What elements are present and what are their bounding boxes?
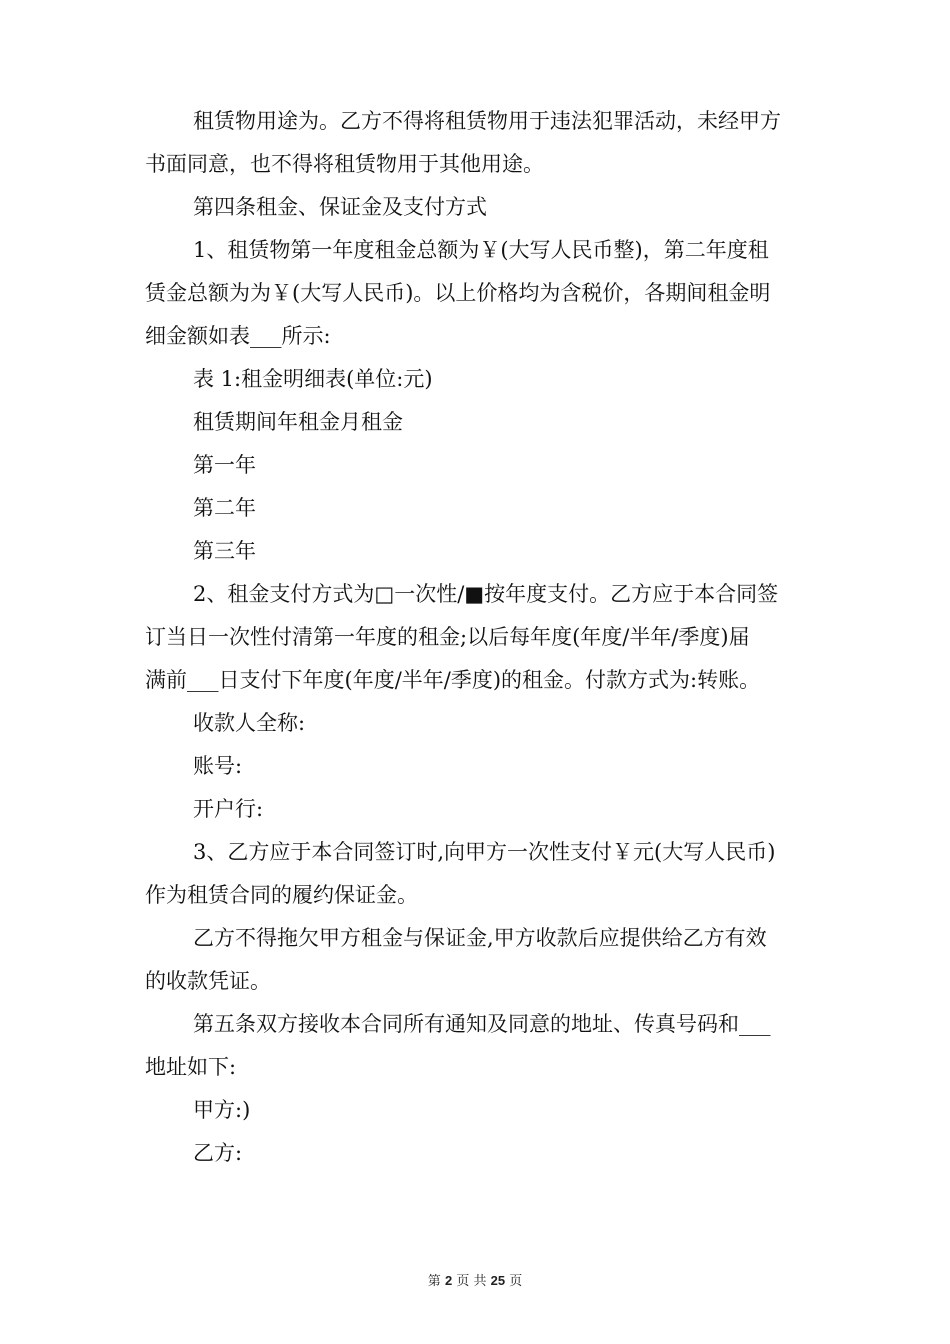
document-line: 租赁期间年租金月租金 — [193, 410, 403, 434]
document-line: 第二年 — [193, 496, 256, 520]
footer-current-page: 2 — [444, 1273, 453, 1288]
document-line: 2、租金支付方式为□一次性/■按年度支付。乙方应于本合同签 — [193, 582, 779, 606]
document-line: 满前___日支付下年度(年度/半年/季度)的租金。付款方式为:转账。 — [145, 668, 761, 692]
document-line: 赁金总额为为￥(大写人民币)。以上价格均为含税价，各期间租金明 — [145, 281, 771, 305]
document-line: 第三年 — [193, 539, 256, 563]
document-line: 地址如下: — [145, 1055, 237, 1079]
document-line: 甲方:) — [193, 1098, 251, 1122]
document-line: 乙方: — [193, 1141, 243, 1165]
document-body — [145, 100, 807, 1175]
footer-middle: 页 共 — [456, 1274, 487, 1289]
document-line: 3、乙方应于本合同签订时,向甲方一次性支付￥元(大写人民币) — [193, 840, 776, 864]
document-line: 开户行: — [193, 797, 264, 821]
document-line: 第四条租金、保证金及支付方式 — [193, 195, 487, 219]
document-line: 第一年 — [193, 453, 256, 477]
document-line: 租赁物用途为。乙方不得将租赁物用于违法犯罪活动，未经甲方 — [193, 109, 781, 133]
page-footer — [0, 1270, 950, 1289]
document-line: 书面同意，也不得将租赁物用于其他用途。 — [145, 152, 544, 176]
document-line: 1、租赁物第一年度租金总额为￥(大写人民币整)，第二年度租 — [193, 238, 769, 262]
footer-suffix: 页 — [509, 1274, 523, 1289]
document-line: 细金额如表___所示: — [145, 324, 331, 348]
document-line: 订当日一次性付清第一年度的租金;以后每年度(年度/半年/季度)届 — [145, 625, 750, 649]
document-line: 的收款凭证。 — [145, 969, 271, 993]
footer-prefix: 第 — [427, 1274, 441, 1289]
document-line: 账号: — [193, 754, 243, 778]
document-line: 表 1:租金明细表(单位:元) — [193, 367, 433, 391]
footer-total-pages: 25 — [490, 1273, 506, 1288]
document-line: 作为租赁合同的履约保证金。 — [145, 883, 418, 907]
document-line: 乙方不得拖欠甲方租金与保证金,甲方收款后应提供给乙方有效 — [193, 926, 767, 950]
document-line: 收款人全称: — [193, 711, 306, 735]
document-line: 第五条双方接收本合同所有通知及同意的地址、传真号码和___ — [193, 1012, 771, 1036]
